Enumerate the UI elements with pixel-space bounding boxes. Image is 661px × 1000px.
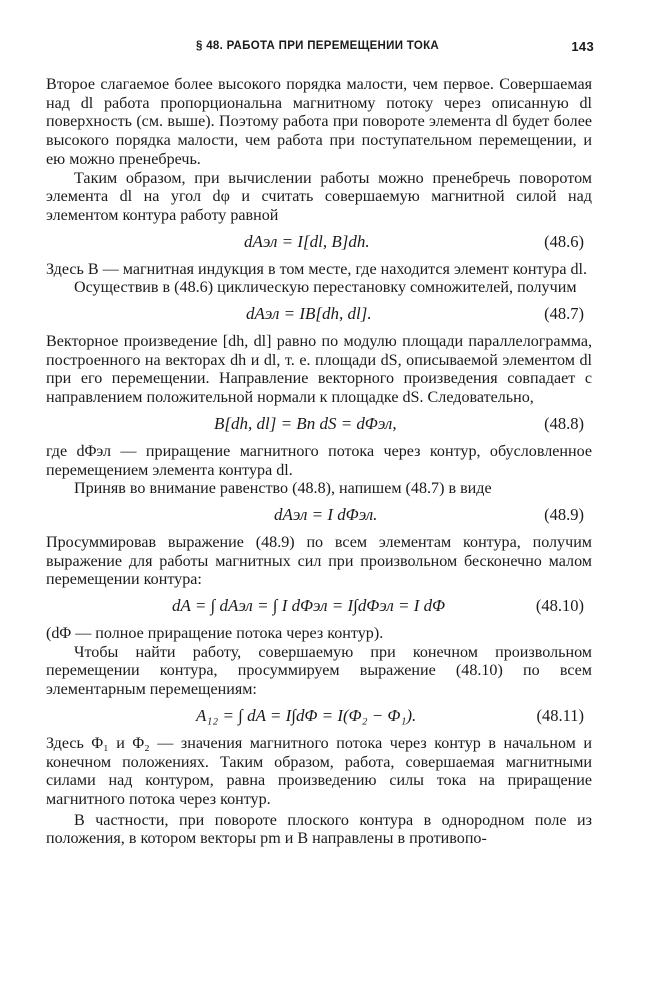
running-header [46, 40, 594, 60]
equation-number: (48.10) [535, 596, 584, 616]
equation-48-11 [46, 707, 592, 729]
equation-number: (48.6) [544, 231, 584, 251]
equation-expression: dAэл = I dΦэл. [274, 504, 378, 524]
paragraph-12: В частности, при повороте плоского контура в однородном поле из положения, в котором векторы pm и B направлены в противопо- [46, 811, 592, 848]
equation-expression: A₁₂ = ∫ dA = I∫dΦ = I(Φ₂ − Φ₁). [196, 705, 417, 725]
equation-48-7 [46, 305, 592, 327]
equation-expression: dA = ∫ dAэл = ∫ I dΦэл = I∫dΦэл = I dΦ [172, 596, 446, 616]
paragraph-8: Просуммировав выражение (48.9) по всем элементам контура, получим выражение для работы магнитных сил при произвольном бесконечно малом перемещении контура: [46, 533, 592, 589]
page-number: 143 [571, 39, 594, 54]
equation-expression: dAэл = IB[dh, dl]. [246, 304, 372, 324]
paragraph-11: Здесь Φ₁ и Φ₂ — значения магнитного потока через контур в начальном и конечном положениях. Таким образом, работа, совершаемая магнитными силами над контуром, равна произведению силы тока на приращение магнитного потока через контур. [46, 734, 592, 808]
paragraph-5: Векторное произведение [dh, dl] равно по модулю площади параллелограмма, построенного на векторах dh и dl, т. е. площади dS, описываемой элементом dl при его перемещении. Направление векторного произведения совпадает с направлением положительной нормали к площадке dS. Следовательно, [46, 333, 592, 407]
paragraph-2: Таким образом, при вычислении работы можно пренебречь поворотом элемента dl на угол dφ и считать совершаемую магнитной силой над элементом контура работу равной [46, 169, 592, 224]
equation-number: (48.8) [544, 413, 584, 433]
equation-number: (48.11) [536, 705, 584, 725]
section-title: § 48. РАБОТА ПРИ ПЕРЕМЕЩЕНИИ ТОКА [196, 40, 439, 52]
paragraph-3: Здесь B — магнитная индукция в том месте, где находится элемент контура dl. [46, 260, 588, 278]
equation-expression: B[dh, dl] = Bn dS = dΦэл, [214, 413, 397, 433]
paragraph-1: Второе слагаемое более высокого порядка малости, чем первое. Совершаемая над dl работа пропорциональна магнитному потоку через описанную dl поверхность (см. выше). Поэтому работа при повороте элемента dl будет более высокого порядка малости, чем работа при поступательном перемещении, и ею можно пренебречь. [46, 76, 592, 168]
paragraph-7: Приняв во внимание равенство (48.8), напишем (48.7) в виде [74, 480, 492, 498]
paragraph-10: Чтобы найти работу, совершаемую при конечном произвольном перемещении контура, просуммируем выражение (48.10) по всем элементарным перемещениям: [46, 643, 592, 699]
equation-48-10 [46, 597, 592, 619]
paragraph-4: Осуществив в (48.6) циклическую перестановку сомножителей, получим [74, 279, 577, 297]
equation-expression: dAэл = I[dl, B]dh. [244, 231, 370, 251]
paragraph-6: где dΦэл — приращение магнитного потока через контур, обусловленное перемещением элемента контура dl. [46, 442, 592, 479]
equation-48-6 [46, 233, 592, 255]
equation-48-9 [46, 506, 592, 528]
equation-number: (48.9) [544, 504, 584, 524]
equation-number: (48.7) [544, 304, 584, 324]
equation-48-8 [46, 415, 592, 437]
paragraph-9: (dΦ — полное приращение потока через контур). [46, 625, 384, 643]
text-body [46, 76, 592, 849]
